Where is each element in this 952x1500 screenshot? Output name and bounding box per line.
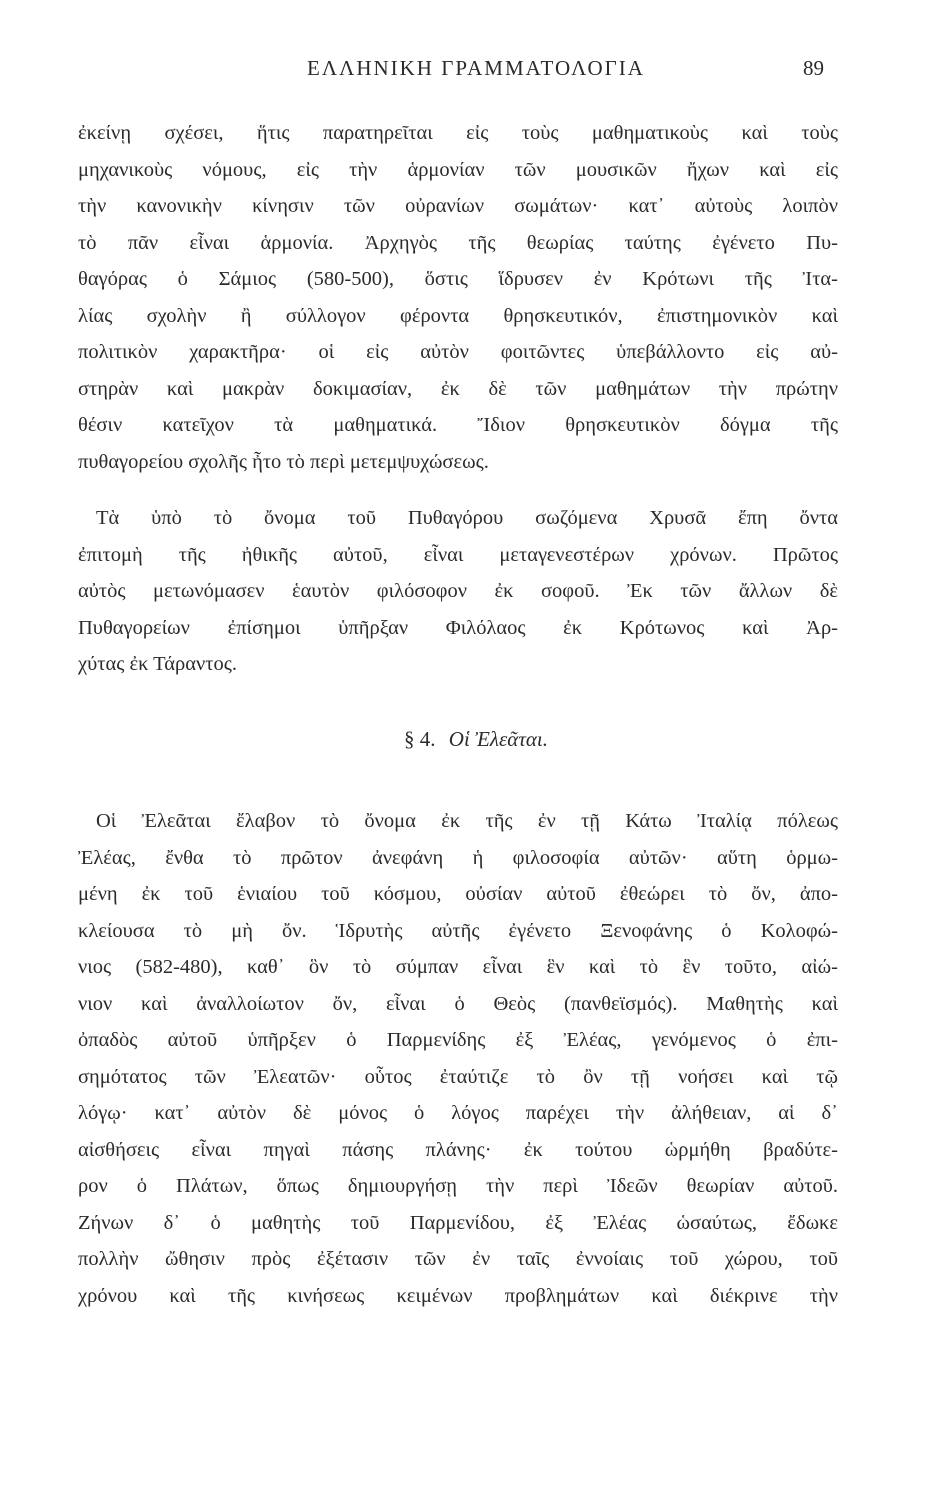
text-line: Ζήνων δ᾽ ὁ μαθητὴς τοῦ Παρμενίδου, ἐξ Ἐλέας ὡσαύτως, ἔδωκε xyxy=(78,1211,838,1234)
text-line: Πυθαγορείων ἐπίσημοι ὑπῆρξαν Φιλόλαος ἐκ Κρότωνος καὶ Ἀρ- xyxy=(78,616,838,639)
text-line: τὸ πᾶν εἶναι ἁρμονία. Ἀρχηγὸς τῆς θεωρίας ταύτης ἐγένετο Πυ- xyxy=(78,231,838,254)
text-line: τὴν κανονικὴν κίνησιν τῶν οὐρανίων σωμάτων· κατ᾽ αὐτοὺς λοιπὸν xyxy=(78,195,838,217)
text-line: ἐκείνῃ σχέσει, ἥτις παρατηρεῖται εἰς τοὺς μαθηματικοὺς καὶ τοὺς xyxy=(78,122,838,144)
text-line: νιος (582-480), καθ᾽ ὃν τὸ σύμπαν εἶναι ἓν καὶ τὸ ἓν τοῦτο, αἰώ- xyxy=(78,956,838,978)
text-line: χύτας ἐκ Τάραντος. xyxy=(78,653,237,675)
text-line: πολλὴν ὤθησιν πρὸς ἐξέτασιν τῶν ἐν ταῖς ἐννοίαις τοῦ χώρου, τοῦ xyxy=(78,1248,838,1270)
text-line: ὀπαδὸς αὐτοῦ ὑπῆρξεν ὁ Παρμενίδης ἐξ Ἐλέας, γενόμενος ὁ ἐπι- xyxy=(78,1029,838,1051)
page-number: 89 xyxy=(803,56,824,80)
paragraph-golden-verses xyxy=(78,500,838,683)
text-line: μένη ἐκ τοῦ ἑνιαίου τοῦ κόσμου, οὐσίαν αὐτοῦ ἐθεώρει τὸ ὄν, ἀπο- xyxy=(78,883,838,905)
text-line: θέσιν κατεῖχον τὰ μαθηματικά. Ἴδιον θρησκευτικὸν δόγμα τῆς xyxy=(78,414,838,436)
text-line: σημότατος τῶν Ἐλεατῶν· οὗτος ἐταύτιζε τὸ ὂν τῇ νοήσει καὶ τῷ xyxy=(78,1065,838,1088)
text-line: νιον καὶ ἀναλλοίωτον ὄν, εἶναι ὁ Θεὸς (πανθεϊσμός). Μαθητὴς καὶ xyxy=(78,992,838,1015)
text-line: ρον ὁ Πλάτων, ὅπως δημιουργήσῃ τὴν περὶ Ἰδεῶν θεωρίαν αὐτοῦ. xyxy=(78,1175,838,1197)
paragraph-pythagoreans xyxy=(78,115,838,480)
text-line: πυθαγορείου σχολῆς ἦτο τὸ περὶ μετεμψυχώσεως. xyxy=(78,450,489,473)
text-line: πολιτικὸν χαρακτῆρα· οἱ εἰς αὐτὸν φοιτῶντες ὑπεβάλλοντο εἰς αὐ- xyxy=(78,341,838,363)
text-line: στηρὰν καὶ μακρὰν δοκιμασίαν, ἐκ δὲ τῶν μαθημάτων τὴν πρώτην xyxy=(78,377,838,400)
running-title: ΕΛΛΗΝΙΚΗ ΓΡΑΜΜΑΤΟΛΟΓΙΑ xyxy=(307,56,645,80)
text-line: λίας σχολὴν ἢ σύλλογον φέροντα θρησκευτικόν, ἐπιστημονικὸν καὶ xyxy=(78,304,838,327)
text-line: Τὰ ὑπὸ τὸ ὄνομα τοῦ Πυθαγόρου σωζόμενα Χρυσᾶ ἔπη ὄντα xyxy=(96,507,838,529)
page-header xyxy=(0,56,952,88)
text-line: θαγόρας ὁ Σάμιος (580-500), ὅστις ἵδρυσεν ἐν Κρότωνι τῆς Ἰτα- xyxy=(78,268,838,290)
text-line: μηχανικοὺς νόμους, εἰς τὴν ἁρμονίαν τῶν μουσικῶν ἤχων καὶ εἰς xyxy=(78,158,838,181)
text-line: Ἐλέας, ἔνθα τὸ πρῶτον ἀνεφάνη ἡ φιλοσοφία αὐτῶν· αὕτη ὁρμω- xyxy=(78,846,838,869)
paragraph-eleatics xyxy=(78,803,838,1314)
text-line: αὐτὸς μετωνόμασεν ἑαυτὸν φιλόσοφον ἐκ σοφοῦ. Ἐκ τῶν ἄλλων δὲ xyxy=(78,580,838,602)
section-number: § 4. xyxy=(404,727,436,751)
text-line: λόγῳ· κατ᾽ αὐτὸν δὲ μόνος ὁ λόγος παρέχει τὴν ἀλήθειαν, αἱ δ᾽ xyxy=(78,1102,838,1124)
text-line: Οἱ Ἐλεᾶται ἔλαβον τὸ ὄνομα ἐκ τῆς ἐν τῇ Κάτω Ἰταλίᾳ πόλεως xyxy=(96,810,838,832)
text-line: ἐπιτομὴ τῆς ἠθικῆς αὐτοῦ, εἶναι μεταγενεστέρων χρόνων. Πρῶτος xyxy=(78,543,838,566)
section-title: Οἱ Ἐλεᾶται. xyxy=(448,727,548,751)
text-line: χρόνου καὶ τῆς κινήσεως κειμένων προβλημάτων καὶ διέκρινε τὴν xyxy=(78,1284,838,1307)
section-heading xyxy=(0,727,952,752)
text-line: αἰσθήσεις εἶναι πηγαὶ πάσης πλάνης· ἐκ τούτου ὡρμήθη βραδύτε- xyxy=(78,1138,838,1161)
text-line: κλείουσα τὸ μὴ ὄν. Ἱδρυτὴς αὐτῆς ἐγένετο Ξενοφάνης ὁ Κολοφώ- xyxy=(78,919,838,942)
